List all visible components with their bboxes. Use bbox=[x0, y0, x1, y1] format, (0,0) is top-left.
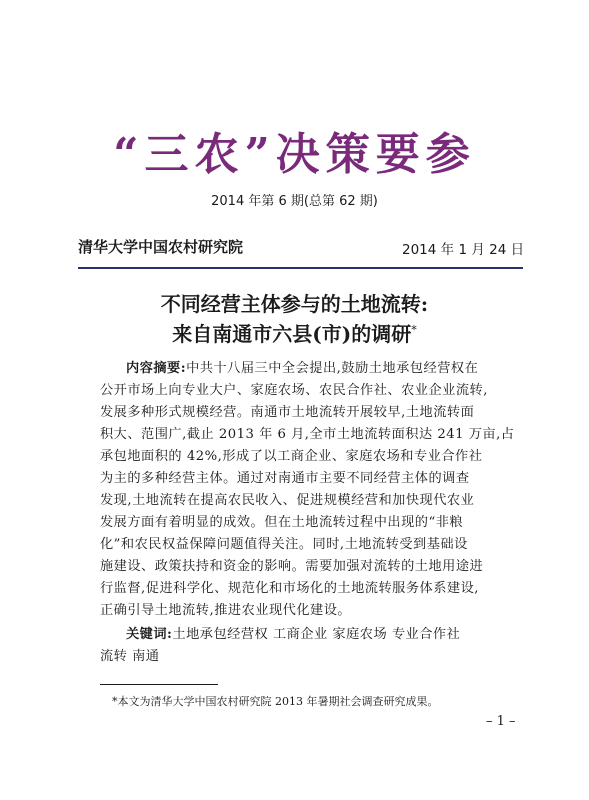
footnote: *本文为清华大学中国农村研究院 2013 年暑期社会调查研究成果。 bbox=[112, 695, 439, 708]
abstract-line: 行监督,促进科学化、规范化和市场化的土地流转服务体系建设, bbox=[100, 581, 479, 596]
abstract-line: 正确引导土地流转,推进农业现代化建设。 bbox=[100, 603, 352, 618]
abstract-line: 发现,土地流转在提高农民收入、促进规模经营和加快现代农业 bbox=[100, 493, 475, 508]
keywords-line: 流转 南通 bbox=[100, 649, 160, 664]
keywords-text: 土地承包经营权 工商企业 家庭农场 专业合作社 bbox=[172, 627, 461, 642]
abstract-line: 发展方面有着明显的成效。但在土地流转过程中出现的“非粮 bbox=[100, 515, 464, 530]
issue-number: 2014 年第 6 期(总第 62 期) bbox=[211, 194, 378, 209]
abstract-line: 承包地面积的 42%,形成了以工商企业、家庭农场和专业合作社 bbox=[100, 449, 483, 464]
abstract-line: 为主的多种经营主体。通过对南通市主要不同经营主体的调查 bbox=[100, 471, 470, 486]
article-title-line-2 bbox=[0, 318, 589, 347]
abstract-line: 化”和农民权益保障问题值得关注。同时,土地流转受到基础设 bbox=[100, 537, 468, 552]
abstract-text: 中共十八届三中全会提出,鼓励土地承包经营权在 bbox=[186, 361, 479, 376]
institution-name: 清华大学中国农村研究院 bbox=[78, 238, 244, 256]
page-number: – 1 – bbox=[486, 714, 516, 729]
abstract-label: 内容摘要: bbox=[126, 361, 187, 376]
issue-date: 2014 年 1 月 24 日 bbox=[402, 242, 525, 258]
abstract-line: 积大、范围广,截止 2013 年 6 月,全市土地流转面积达 241 万亩,占 bbox=[100, 427, 515, 442]
abstract-first-line bbox=[126, 358, 540, 380]
journal-title: “三农”决策要参 bbox=[113, 129, 476, 180]
abstract-line: 公开市场上向专业大户、家庭农场、农民合作社、农业企业流转, bbox=[100, 383, 488, 398]
keywords-label: 关键词: bbox=[126, 627, 173, 642]
footnote-divider bbox=[100, 684, 218, 685]
keywords-first-line bbox=[126, 624, 540, 646]
header-divider bbox=[78, 267, 523, 269]
abstract-line: 发展多种形式规模经营。南通市土地流转开展较早,土地流转面 bbox=[100, 405, 475, 420]
article-title-text: 来自南通市六县(市)的调研 bbox=[172, 322, 412, 346]
footnote-marker: * bbox=[411, 323, 417, 337]
abstract-line: 施建设、政策扶持和资金的影响。需要加强对流转的土地用途进 bbox=[100, 559, 484, 574]
article-title-line-1: 不同经营主体参与的土地流转: bbox=[160, 292, 429, 316]
